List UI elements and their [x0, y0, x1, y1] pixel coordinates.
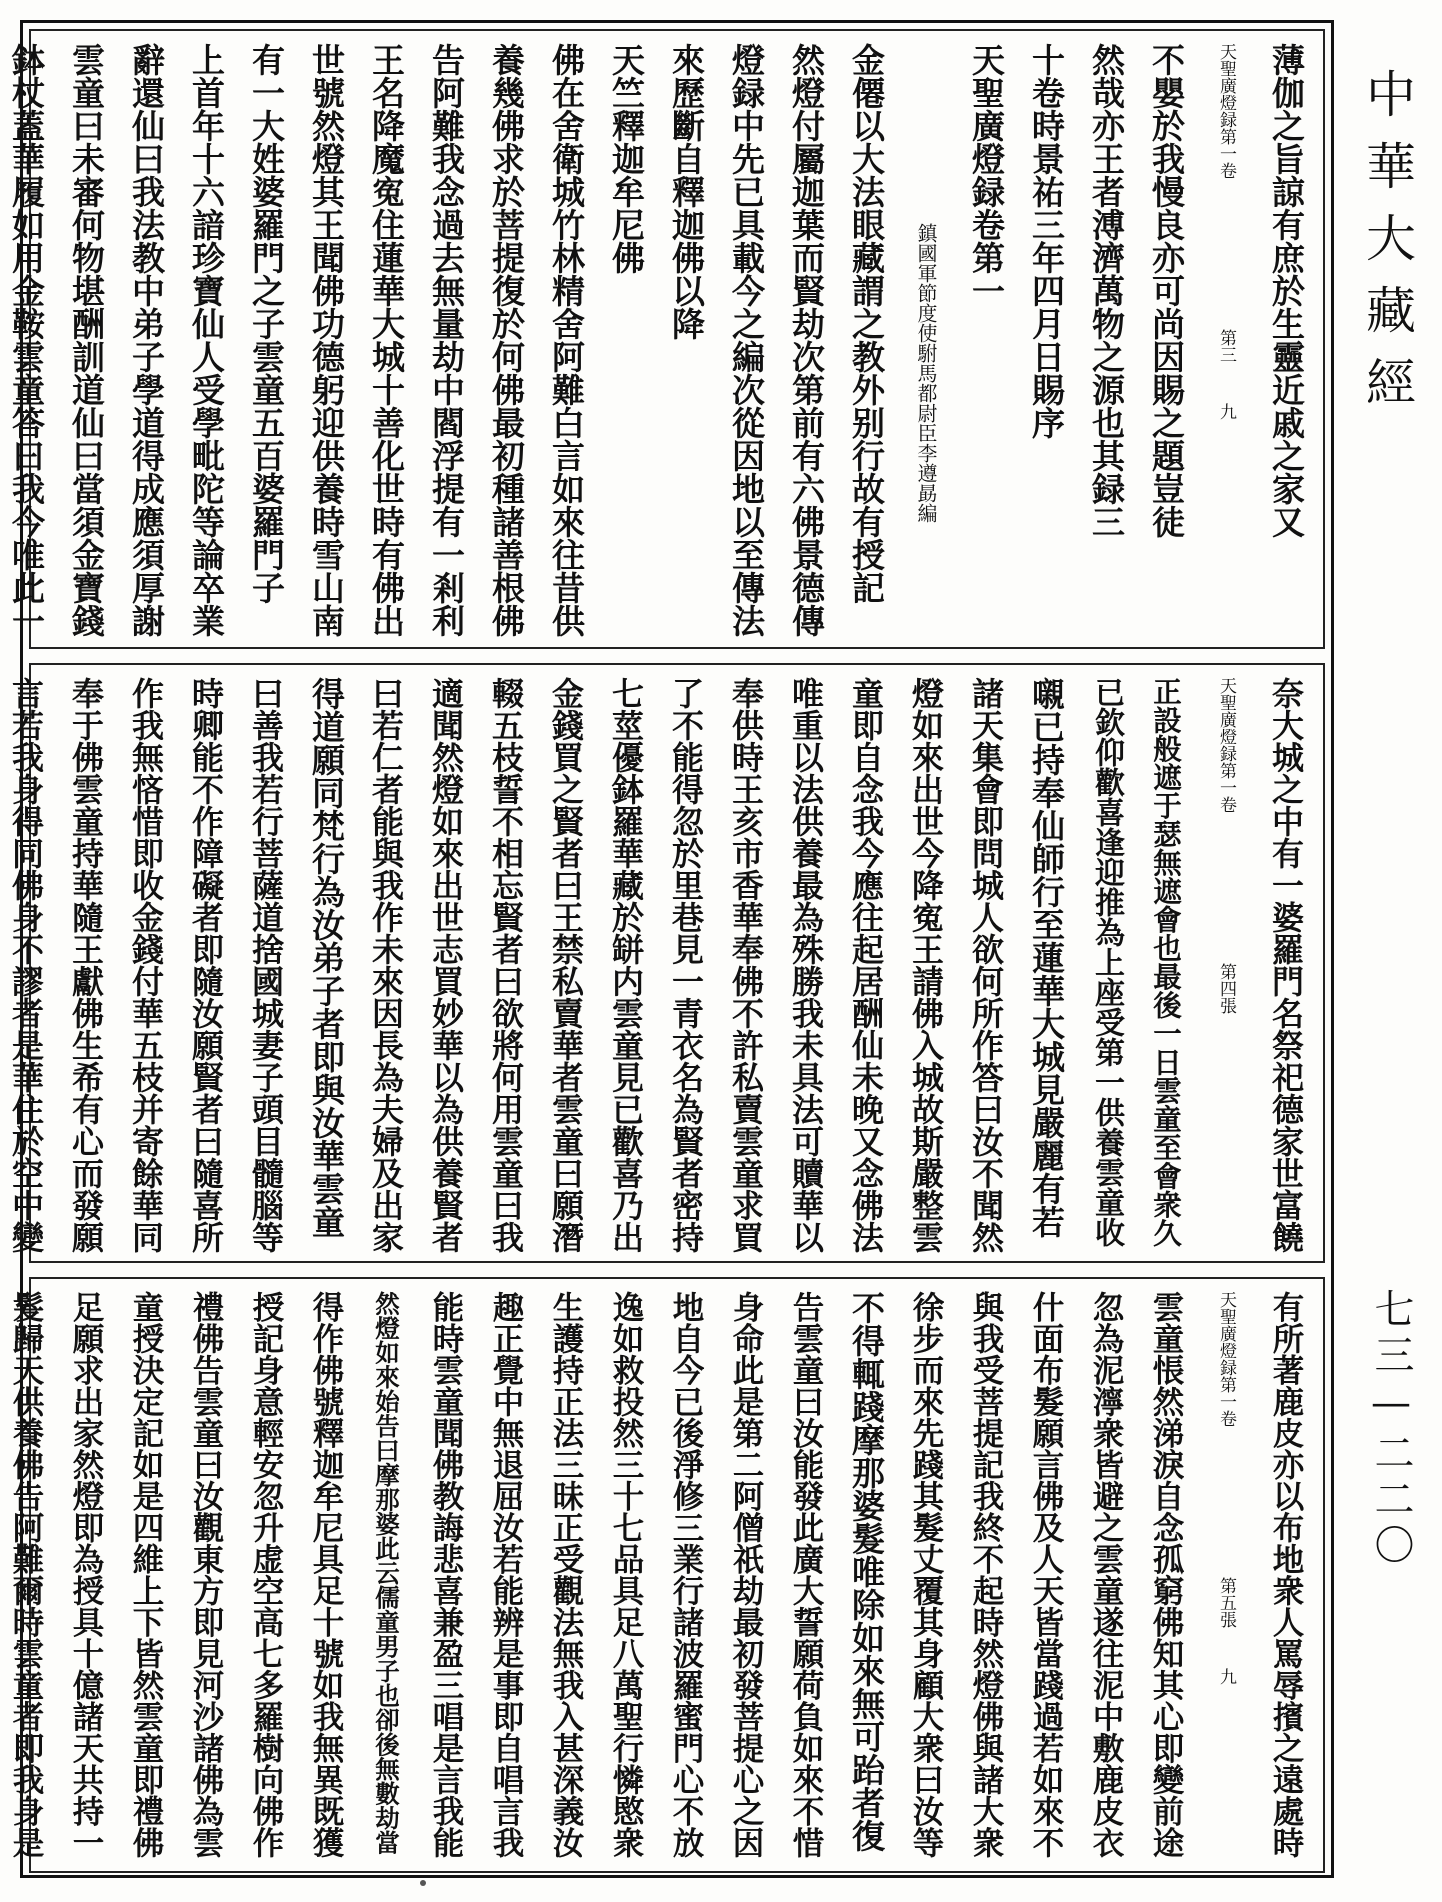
fold-label: 天聖廣燈録第一卷	[1216, 677, 1236, 813]
text-column	[895, 1291, 955, 1863]
text-column	[955, 677, 1015, 1253]
ink-speck	[420, 1880, 426, 1886]
text-column	[895, 43, 955, 639]
column-text: 奉于佛雲童持華隨王獻佛生希有心而發願	[67, 677, 105, 1253]
fold-leaf: 九	[1216, 1668, 1236, 1685]
panel-3	[8, 1277, 1325, 1873]
text-column	[355, 43, 415, 639]
text-column	[955, 1291, 1015, 1863]
column-text: 上首年十六諳珍寶仙人受學毗陀等論卒業	[187, 43, 226, 637]
column-text: 童授決定記如是四維上下皆然雲童即禮佛	[128, 1291, 165, 1858]
text-column	[655, 677, 715, 1253]
text-column	[475, 677, 535, 1253]
text-column	[295, 1291, 355, 1863]
column-text: 與我受菩提記我終不起時然燈佛與諸大衆	[968, 1291, 1005, 1858]
column-text: 曰若仁者能與我作未來因長為夫婦及出家	[367, 677, 405, 1253]
text-column	[1075, 1291, 1135, 1863]
text-column	[715, 43, 775, 639]
fold-label: 天聖廣燈録第一卷	[1216, 1291, 1236, 1427]
text-column	[775, 677, 835, 1253]
panel-1	[7, 29, 1325, 649]
text-column	[715, 1291, 775, 1863]
column-text: 燈録中先已具載今之編次從因地以至傳法	[727, 43, 766, 637]
fold-label: 天聖廣燈録第一卷	[1216, 43, 1236, 179]
text-column	[595, 677, 655, 1253]
column-text: 趣正覺中無退屈汝若能辨是事即自唱言我	[488, 1291, 525, 1858]
text-column	[415, 43, 475, 639]
column-text: 天竺釋迦牟尼佛	[607, 43, 646, 274]
fold-page: 第三	[1216, 329, 1236, 363]
text-column	[1135, 1291, 1195, 1863]
text-column	[835, 677, 895, 1253]
text-column	[655, 43, 715, 639]
text-column	[0, 43, 55, 639]
text-column	[1015, 43, 1075, 639]
text-column	[1075, 677, 1135, 1253]
fold-page: 第五張	[1216, 1577, 1236, 1628]
column-text: 禮佛告雲童曰汝觀東方即見河沙諸佛為雲	[188, 1291, 225, 1858]
column-text: 童即自念我今應往起居酬仙未晚又念佛法	[847, 677, 885, 1253]
column-text: 奉供時王亥市香華奉佛不許私賣雲童求買	[727, 677, 765, 1253]
text-column	[535, 1291, 595, 1863]
text-column	[175, 43, 235, 639]
page-number: 七三—二二〇	[1368, 1288, 1414, 1570]
text-column	[1015, 1291, 1075, 1863]
column-text: 不嬰於我慢良亦可尚因賜之題豈徒	[1147, 43, 1186, 538]
column-text: 能時雲童聞佛教誨悲喜兼盈三唱是言我能	[428, 1291, 465, 1858]
text-column	[835, 43, 895, 639]
column-text: 鎮國軍節度使駙馬都尉臣李遵勗編	[914, 223, 938, 523]
column-text: 辭還仙曰我法教中弟子學道得成應須厚謝	[127, 43, 166, 637]
column-text: 然燈如來始告曰摩那婆此云儒童男子也卻後無數劫當	[372, 1291, 401, 1855]
column-text: 告阿難我念過去無量劫中閻浮提有一剎利	[427, 43, 466, 637]
text-column	[55, 677, 115, 1253]
text-column	[1255, 1291, 1315, 1863]
text-column	[0, 1291, 55, 1863]
text-column	[1075, 43, 1135, 639]
column-text: 地自今已後淨修三業行諸波羅蜜門心不放	[668, 1291, 705, 1858]
column-text: 十卷時景祐三年四月日賜序	[1027, 43, 1066, 439]
column-text: 作我無悋惜即收金錢付華五枝并寄餘華同	[127, 677, 165, 1253]
panel-2	[7, 663, 1325, 1263]
text-column	[595, 1291, 655, 1863]
text-column	[775, 43, 835, 639]
column-text: 諸天集會即問城人欲何所作答曰汝不聞然	[967, 677, 1005, 1253]
fold-label-column	[1195, 1291, 1255, 1863]
column-text: 養幾佛求於菩提復於何佛最初種諸善根佛	[487, 43, 526, 637]
fold-leaf: 九	[1216, 403, 1236, 420]
column-text: 時卿能不作障礙者即隨汝願賢者曰隨喜所	[187, 677, 225, 1253]
column-text: 曰善我若行菩薩道捨國城妻子頭目髓腦等	[247, 677, 285, 1253]
text-column	[295, 677, 355, 1253]
text-column	[475, 43, 535, 639]
column-text: 金錢買之賢者曰王禁私賣華者雲童曰願潛	[547, 677, 585, 1253]
text-column	[115, 43, 175, 639]
text-column	[295, 43, 355, 639]
column-text: 已欽仰歡喜逢迎推為上座受第一供養雲童收	[1089, 677, 1124, 1247]
text-column	[415, 677, 475, 1253]
text-column	[475, 1291, 535, 1863]
column-text: 薄伽之旨諒有庶於生靈近戚之家又	[1267, 43, 1306, 538]
text-column	[715, 677, 775, 1253]
column-text: 輟五枝誓不相忘賢者曰欲將何用雲童曰我	[487, 677, 525, 1253]
column-text: 授記身意輕安忽升虚空高七多羅樹向佛作	[248, 1291, 285, 1858]
column-text: 得道願同梵行為汝弟子者即與汝華雲童	[307, 677, 346, 1238]
column-text: 足願求出家然燈即為授具十億諸天共持一	[68, 1291, 105, 1858]
fold-page: 第四張	[1216, 963, 1236, 1014]
text-column	[55, 43, 115, 639]
column-text: 佛在舍衛城竹林精舍阿難白言如來往昔供	[547, 43, 586, 637]
text-column	[1135, 43, 1195, 639]
text-column	[1015, 677, 1075, 1253]
column-text: 忽為泥濘衆皆避之雲童遂往泥中敷鹿皮衣	[1088, 1291, 1125, 1858]
collection-title: 中華大藏經	[1358, 68, 1416, 428]
column-text: 雲童曰未審何物堪酬訓道仙曰當須金寶錢	[67, 43, 106, 637]
column-text: 天聖廣燈録卷第一	[967, 43, 1006, 307]
text-column	[235, 1291, 295, 1863]
text-column	[115, 1291, 175, 1863]
column-text: 了不能得忽於里巷見一青衣名為賢者密持	[667, 677, 705, 1253]
text-column	[535, 677, 595, 1253]
column-text: 鉢杖蓋華履如用金鞍雲童答曰我今唯此一	[7, 43, 46, 637]
panel-3-columns	[8, 1291, 1315, 1863]
text-column	[415, 1291, 475, 1863]
fold-label-column	[1195, 677, 1255, 1253]
column-text: 唯重以法供養最為殊勝我未具法可贖華以	[787, 677, 825, 1253]
column-text: 言若我身得同佛身不謬者是華住於空中變	[7, 677, 45, 1253]
text-column	[175, 1291, 235, 1863]
column-text: 有所著鹿皮亦以布地衆人罵辱擯之遠處時	[1268, 1291, 1305, 1858]
column-text: 髮歸天供養佛告阿難爾時雲童者即我身是	[8, 1291, 45, 1858]
text-column	[175, 677, 235, 1253]
text-column	[1135, 677, 1195, 1253]
column-text: 什面布髮願言佛及人天皆當踐過若如來不	[1028, 1291, 1065, 1858]
column-text: 來歷斷自釋迦佛以降	[667, 43, 706, 340]
column-text: 得作佛號釋迦牟尼具足十號如我無異既獲	[308, 1291, 345, 1858]
page-frame	[7, 20, 1334, 1878]
text-column	[235, 677, 295, 1253]
column-text: 適聞然燈如來出世志買妙華以為供養賢者	[427, 677, 465, 1253]
column-text: 不得輒踐摩那婆髮唯除如來無可跆者復	[847, 1291, 886, 1852]
text-column	[535, 43, 595, 639]
text-column	[895, 677, 955, 1253]
text-column	[55, 1291, 115, 1863]
column-text: 徐步而來先踐其髮丈覆其身顧大衆曰汝等	[908, 1291, 945, 1858]
column-text: 金僊以大法眼藏謂之教外别行故有授記	[847, 43, 886, 604]
column-text: 燈如來出世今降寃王請佛入城故斯嚴整雲	[907, 677, 945, 1253]
column-text: 王名降魔寃住蓮華大城十善化世時有佛出	[367, 43, 406, 637]
column-text: 然燈付屬迦葉而賢劫次第前有六佛景德傳	[787, 43, 826, 637]
column-text: 嚫已持奉仙師行至蓮華大城見嚴麗有若	[1027, 677, 1066, 1238]
text-column	[595, 43, 655, 639]
column-text: 奈大城之中有一婆羅門名祭祀德家世富饒	[1267, 677, 1305, 1253]
fold-label-column	[1195, 43, 1255, 639]
text-column	[955, 43, 1015, 639]
column-text: 雲童悵然涕淚自念孤窮佛知其心即變前途	[1148, 1291, 1185, 1858]
column-text: 七莖優鉢羅華藏於缾内雲童見已歡喜乃出	[607, 677, 645, 1253]
column-text: 生護持正法三昧正受觀法無我入甚深義汝	[548, 1291, 585, 1858]
text-column	[775, 1291, 835, 1863]
text-column	[355, 1291, 415, 1863]
column-text: 正設般遮于瑟無遮會也最後一日雲童至會衆久	[1149, 677, 1183, 1247]
panel-2-columns	[7, 677, 1315, 1253]
column-text: 告雲童曰汝能發此廣大誓願荷負如來不惜	[788, 1291, 825, 1858]
column-text: 然哉亦王者溥濟萬物之源也其録三	[1087, 43, 1126, 538]
text-column	[1255, 43, 1315, 639]
text-column	[835, 1291, 895, 1863]
column-text: 身命此是第二阿僧祇劫最初發菩提心之因	[728, 1291, 765, 1858]
text-column	[0, 677, 55, 1253]
text-column	[655, 1291, 715, 1863]
column-text: 逸如救投然三十七品具足八萬聖行憐愍衆	[608, 1291, 645, 1858]
text-column	[355, 677, 415, 1253]
text-column	[235, 43, 295, 639]
text-column	[115, 677, 175, 1253]
panel-1-columns	[7, 43, 1315, 639]
column-text: 世號然燈其王聞佛功德躬迎供養時雪山南	[307, 43, 346, 637]
column-text: 有一大姓婆羅門之子雲童五百婆羅門子	[247, 43, 286, 604]
text-column	[1255, 677, 1315, 1253]
